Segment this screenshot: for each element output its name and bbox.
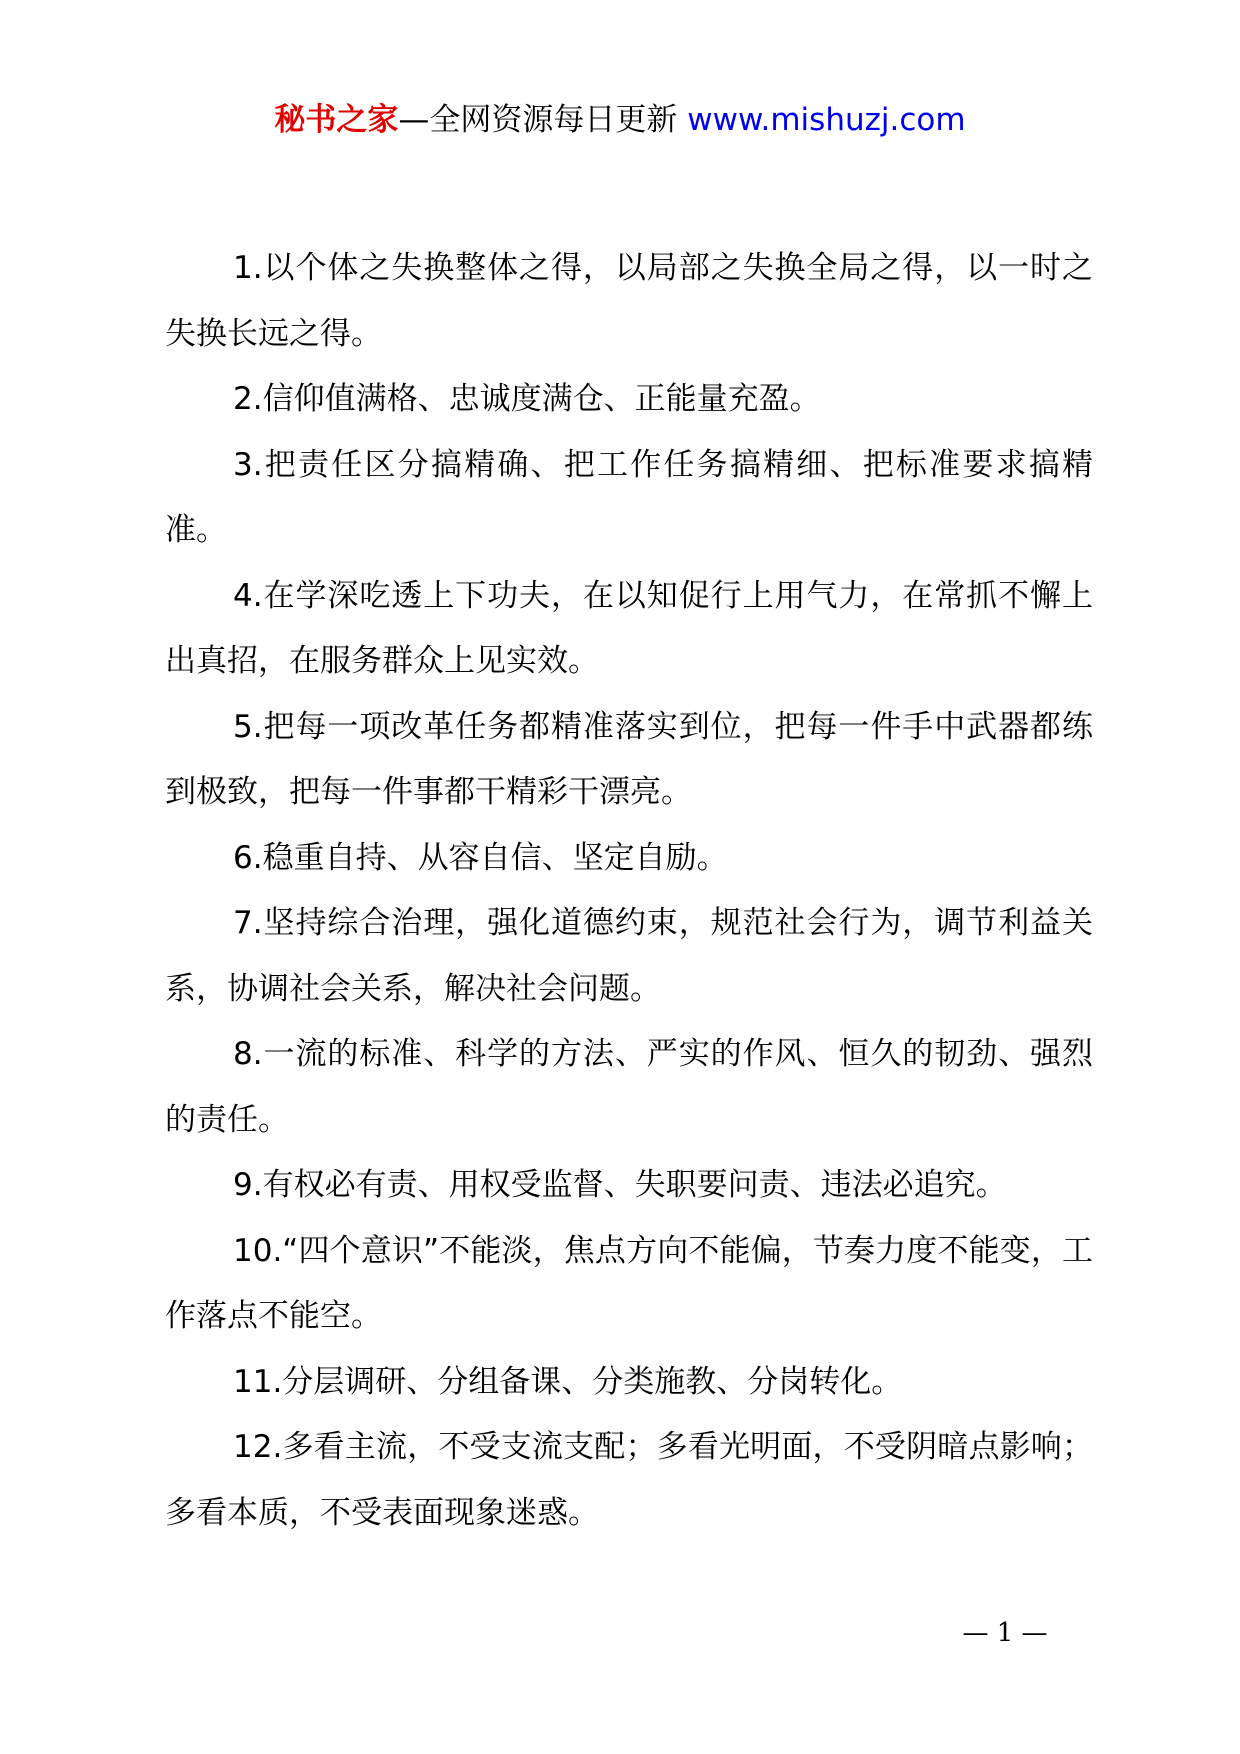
paragraph-6: 6.稳重自持、从容自信、坚定自励。 <box>233 839 728 876</box>
site-url[interactable]: www.mishuzj.com <box>687 102 966 138</box>
paragraph-9: 9.有权必有责、用权受监督、失职要问责、违法必追究。 <box>233 1167 1007 1203</box>
page-number: — 1 — <box>962 1618 1048 1648</box>
paragraph-11: 11.分层调研、分组备课、分类施教、分岗转化。 <box>233 1363 903 1400</box>
page-header <box>0 100 1240 140</box>
paragraph-8: 8.一流的标准、科学的方法、严实的作风、恒久的韧劲、强烈的责任。 <box>165 1036 1093 1138</box>
header-tagline: —全网资源每日更新 <box>398 102 678 138</box>
paragraph-12: 12.多看主流，不受支流支配；多看光明面，不受阴暗点影响；多看本质，不受表面现象迷惑。 <box>165 1429 1093 1531</box>
document-body <box>165 236 1093 1546</box>
paragraph-1: 1.以个体之失换整体之得，以局部之失换全局之得，以一时之失换长远之得。 <box>165 250 1093 352</box>
paragraph-2: 2.信仰值满格、忠诚度满仓、正能量充盈。 <box>233 381 821 417</box>
paragraph-5: 5.把每一项改革任务都精准落实到位，把每一件手中武器都练到极致，把每一件事都干精彩干漂亮。 <box>165 708 1093 810</box>
paragraph-7: 7.坚持综合治理，强化道德约束，规范社会行为，调节利益关系，协调社会关系，解决社会问题。 <box>165 905 1093 1007</box>
paragraph-3: 3.把责任区分搞精确、把工作任务搞精细、把标准要求搞精准。 <box>165 446 1093 548</box>
paragraph-10: 10.“四个意识”不能淡，焦点方向不能偏，节奏力度不能变，工作落点不能空。 <box>165 1232 1093 1334</box>
brand-name: 秘书之家 <box>274 102 399 138</box>
paragraph-4: 4.在学深吃透上下功夫，在以知促行上用气力，在常抓不懈上出真招，在服务群众上见实效。 <box>165 577 1093 679</box>
